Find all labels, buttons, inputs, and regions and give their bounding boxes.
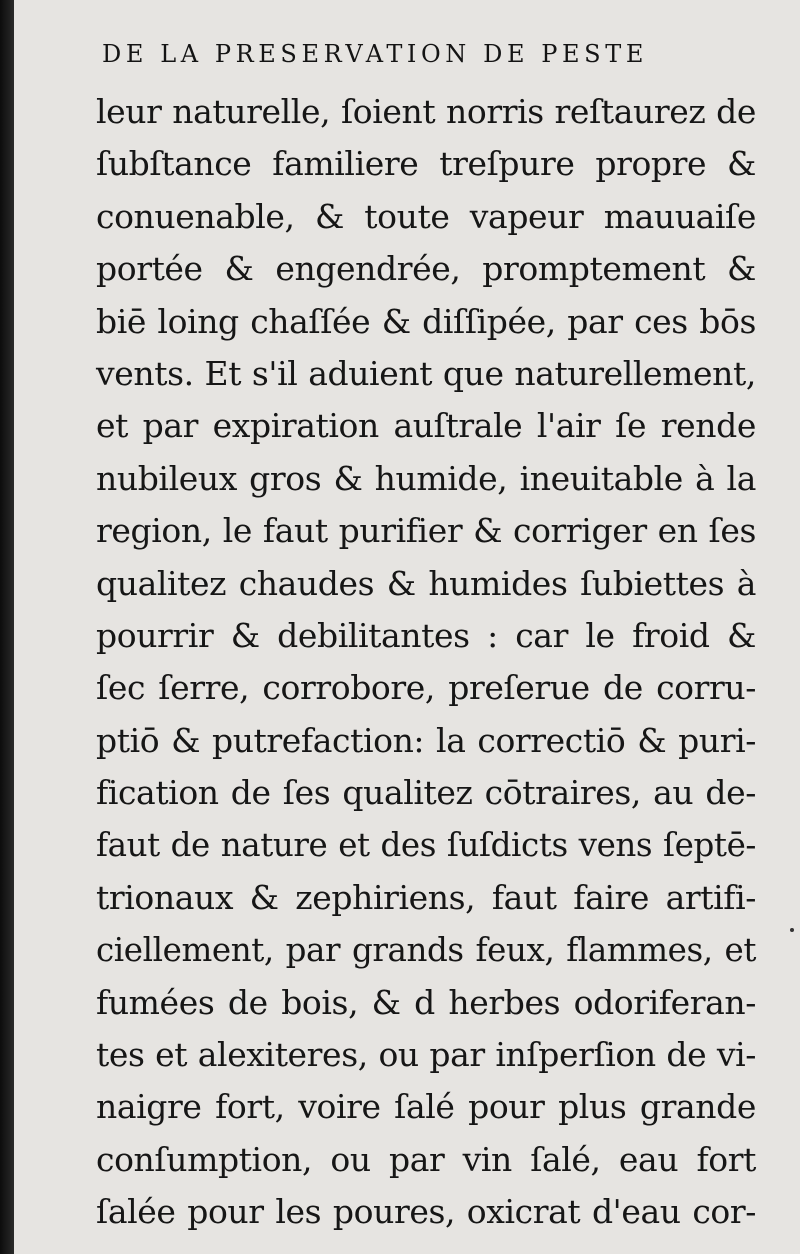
text-line-10: qualitez chaudes & humides ſubiettes à <box>96 563 756 603</box>
text-line-8: nubileux gros & humide, ineuitable à la <box>96 458 756 498</box>
page-gutter-shadow <box>0 0 14 1254</box>
running-head: DE LA PRESERVATION DE PESTE <box>102 40 648 68</box>
text-line-2: ſubſtance familiere treſpure propre & <box>96 144 756 184</box>
text-line-5: biē loing chaſſée & diſſipée, par ces bōs <box>96 301 756 341</box>
text-line-1: leur naturelle, ſoient norris reſtaurez de <box>96 92 756 131</box>
margin-speck <box>790 928 794 932</box>
book-page <box>14 0 800 1254</box>
text-line-15: faut de nature et des ſuſdicts vens ſeptē- <box>96 826 756 865</box>
text-line-7: et par expiration auſtrale l'air ſe rende <box>96 406 756 446</box>
text-line-21: conſumption, ou par vin ſalé, eau fort <box>96 1139 756 1179</box>
text-line-6: vents. Et s'il aduient que naturellement, <box>96 353 756 393</box>
text-line-16: trionaux & zephiriens, faut faire artifi- <box>96 877 756 917</box>
text-line-14: fication de ſes qualitez cōtraires, au de- <box>96 773 756 813</box>
text-line-4: portée & engendrée, promptement & <box>96 249 756 289</box>
text-line-18: fumées de bois, & d herbes odoriferan- <box>96 982 756 1022</box>
text-line-3: conuenable, & toute vapeur mauuaiſe <box>96 196 756 236</box>
text-line-12: ſec ſerre, corrobore, preſerue de corru- <box>96 668 756 708</box>
text-line-20: naigre fort, voire ſalé pour plus grande <box>96 1087 756 1127</box>
text-line-19: tes et alexiteres, ou par inſperſion de vi- <box>96 1035 756 1075</box>
body-text <box>96 86 756 1239</box>
text-line-11: pourrir & debilitantes : car le froid & <box>96 615 756 655</box>
text-line-9: region, le faut purifier & corriger en ſes <box>96 511 756 551</box>
text-line-22: ſalée pour les poures, oxicrat d'eau cor- <box>96 1192 756 1232</box>
text-line-17: ciellement, par grands feux, flammes, et <box>96 931 756 970</box>
text-line-13: ptiō & putrefaction: la correctiō & puri- <box>96 720 756 760</box>
